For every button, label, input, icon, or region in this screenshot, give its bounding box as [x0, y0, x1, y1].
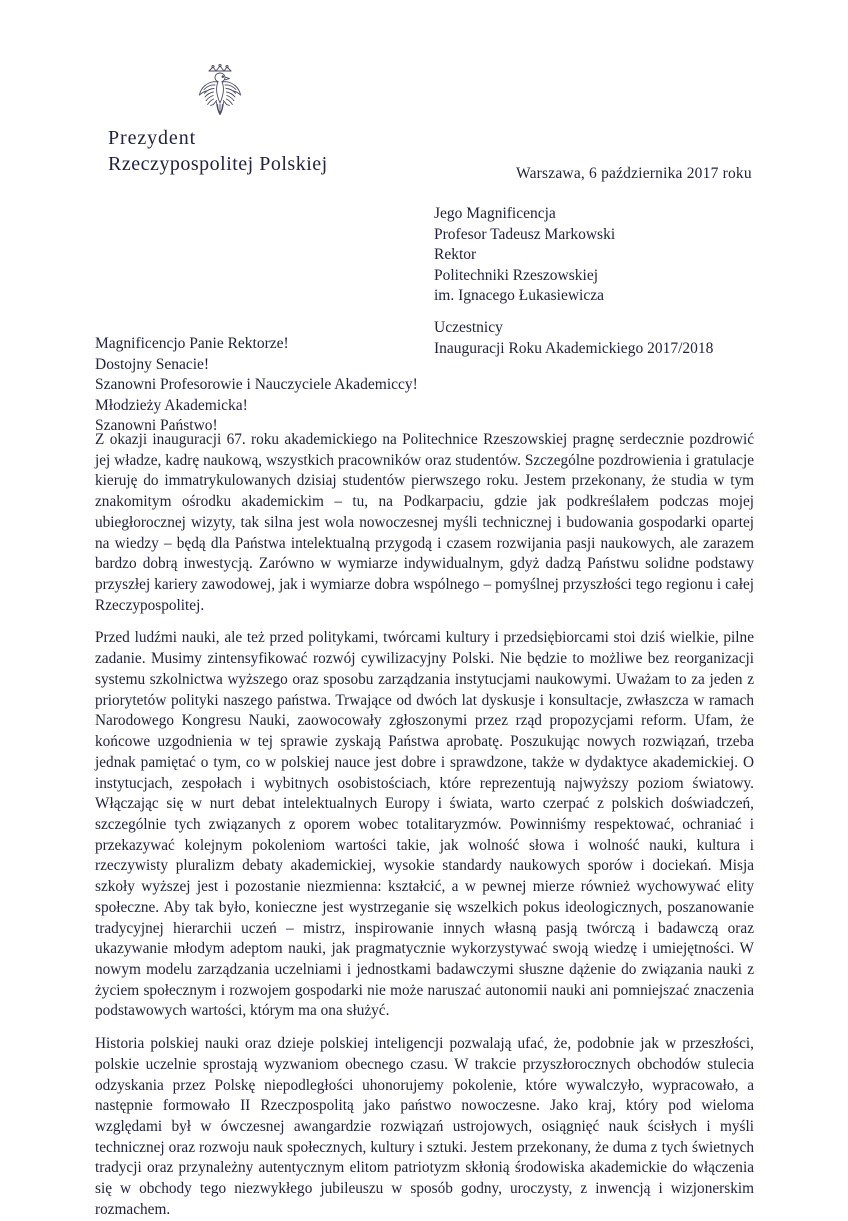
addressee-line-4: Politechniki Rzeszowskiej — [434, 266, 599, 284]
body-paragraph: Z okazji inauguracji 67. roku akademickiego na Politechnice Rzeszowskiej pragnę serdecznie pozdrowić jej władze, kadrę naukową, wszystkich pracowników oraz studentów. Szczególne pozdrowienia i gratulacje kieruję do immatrykulowanych dzisiaj studentów pierwszego roku. Jestem przekonany, że studia w tym znakomitym ośrodku akademickim – tu, na Podkarpaciu, gdzie jak podkreślałem podczas mojej ubiegłorocznej wizyty, tak silna jest wola nowoczesnej myśli technicznej i budowania gospodarki opartej na wiedzy – będą dla Państwa intelektualną przygodą i czasem rozwijania pasji naukowych, ale zarazem bardzo dobrą inwestycją. Zarówno w wymiarze indywidualnym, gdyż dadzą Państwu solidne podstawy przyszłej kariery zawodowej, jak i wymiarze dobra wspólnego – pomyślnej przyszłości tego regionu i całej Rzeczypospolitej. — [95, 431, 754, 614]
letterhead-line-1: Prezydent — [108, 127, 197, 149]
addressee-spacer — [434, 307, 713, 318]
addressee-line-1: Jego Magnificencja — [434, 205, 556, 222]
place-and-date: Warszawa, 6 października 2017 roku — [516, 165, 752, 182]
addressee-line-7: Inauguracji Roku Akademickiego 2017/2018 — [434, 339, 714, 357]
salutation-line: Dostojny Senacie! — [95, 355, 210, 373]
addressee-block — [434, 204, 713, 359]
polish-eagle-emblem-icon — [182, 52, 258, 128]
salutation-block — [95, 334, 418, 437]
salutation-line: Szanowni Państwo! — [95, 417, 218, 435]
body-paragraph: Przed ludźmi nauki, ale też przed politykami, twórcami kultury i przedsiębiorcami stoi dziś wielkie, pilne zadanie. Musimy zintensyfikować rozwój cywilizacyjny Polski. Nie będzie to możliwe bez reorganizacji systemu szkolnictwa wyższego oraz sposobu zarządzania instytucjami naukowymi. Uważam to za jeden z priorytetów polityki naszego państwa. Trwające od dwóch lat dyskusje i konsultacje, zwłaszcza w ramach Narodowego Kongresu Nauki, zaowocowały zgłoszonymi przez rząd propozycjami reform. Ufam, że końcowe uzgodnienia w tej sprawie zyskają Państwa aprobatę. Poszukując nowych rozwiązań, trzeba jednak pamiętać o tym, co w polskiej nauce jest dobre i sprawdzone, także w dydaktyce akademickiej. O instytucjach, zespołach i wybitnych osobistościach, które reprezentują najwyższy poziom światowy. Włączając się w nurt debat intelektualnych Europy i świata, warto czerpać z polskich doświadczeń, szczególnie tych związanych z oporem wobec totalitaryzmów. Powinniśmy respektować, ochraniać i przekazywać kolejnym pokoleniom wartości takie, jak wolność słowa i wolność nauki, kultura i rzeczywisty pluralizm debaty akademickiej, wysokie standardy naukowych sporów i dociekań. Misja szkoły wyższej jest i pozostanie niezmienna: kształcić, a w pewnej mierze również wychowywać elity społeczne. Aby tak było, konieczne jest wystrzeganie się wszelkich pokus ideologicznych, poszanowanie tradycyjnej hierarchii uczeń – mistrz, inspirowanie innych własną pasją twórczą i badawczą oraz ukazywanie młodym adeptom nauki, jak pragmatycznie wykorzystywać swoją wiedzę i umiejętności. W nowym modelu zarządzania uczelniami i jednostkami badawczymi słuszne dążenie do związania nauki z życiem społecznym i rozwojem gospodarki nie może naruszać autonomii nauki ani pomniejszać znaczenia podstawowych wartości, którym ma ona służyć. — [95, 629, 754, 1020]
letter-body — [95, 430, 754, 1221]
salutation-line: Magnificencjo Panie Rektorze! — [95, 335, 289, 352]
salutation-line: Szanowni Profesorowie i Nauczyciele Akademiccy! — [95, 376, 418, 394]
addressee-line-2: Profesor Tadeusz Markowski — [434, 225, 616, 243]
addressee-line-5: im. Ignacego Łukasiewicza — [434, 287, 604, 305]
addressee-line-3: Rektor — [434, 246, 477, 264]
letterhead — [108, 126, 448, 177]
addressee-line-6: Uczestnicy — [434, 319, 503, 337]
body-paragraph: Historia polskiej nauki oraz dzieje polskiej inteligencji pozwalają ufać, że, podobnie jak w przeszłości, polskie uczelnie sprostają wyzwaniom obecnego czasu. W trakcie przyszłorocznych obchodów stulecia odzyskania przez Polskę niepodległości uhonorujemy pokolenie, które wywalczyło, wypracowało, a następnie formowało II Rzeczpospolitą jako państwo nowoczesne. Jako kraj, który pod wieloma względami był w ówczesnej awangardzie rozwiązań ustrojowych, osiągnięć nauk ścisłych i myśli technicznej oraz rozwoju nauk społecznych, kultury i sztuki. Jestem przekonany, że duma z tych świetnych tradycji oraz przynależny autentycznym elitom patriotyzm skłonią środowiska akademickie do włączenia się w obchody tego niezwykłego jubileuszu w sposób godny, uroczysty, z inwencją i wizjonerskim rozmachem. — [95, 1035, 754, 1218]
salutation-line: Młodzieży Akademicka! — [95, 396, 248, 414]
letterhead-line-2: Rzeczypospolitej Polskiej — [108, 152, 328, 175]
